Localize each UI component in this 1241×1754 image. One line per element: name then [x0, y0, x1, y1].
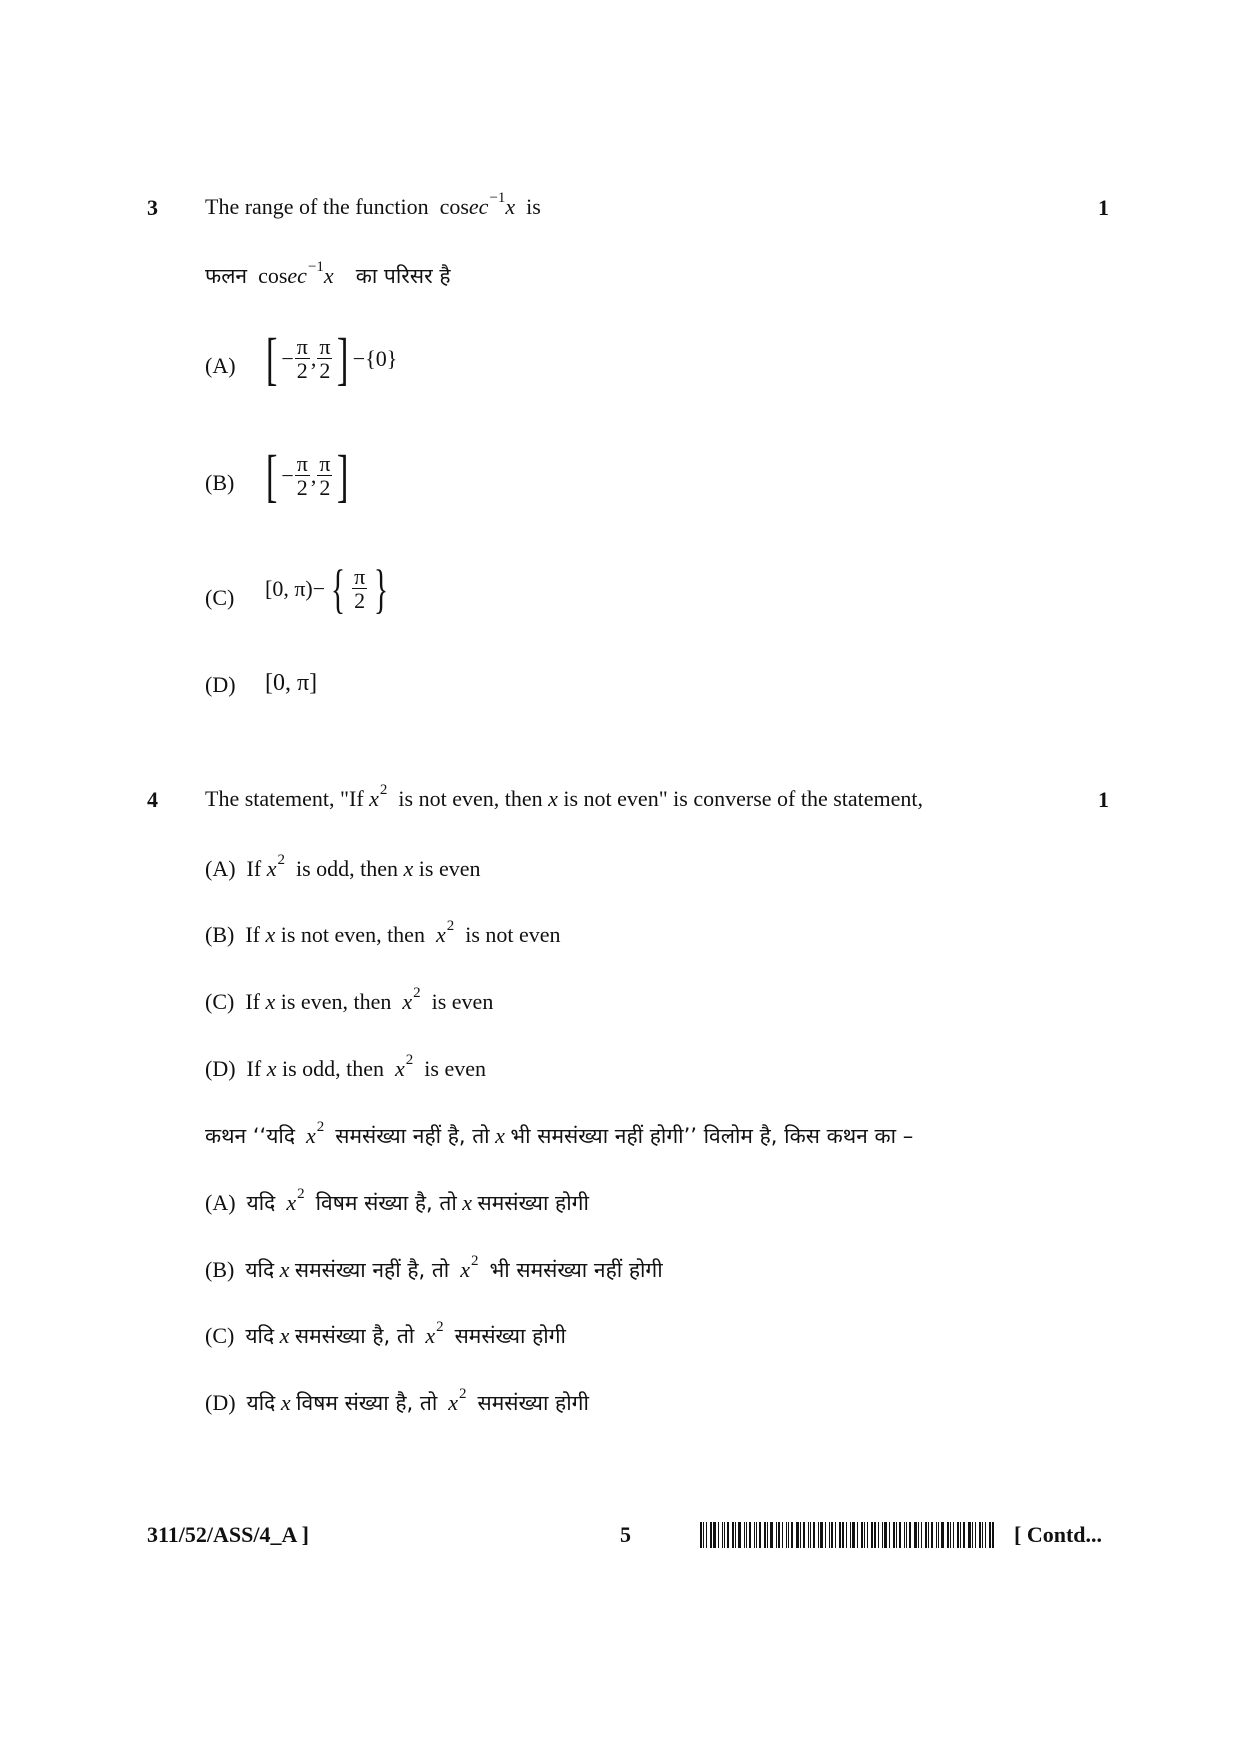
barcode-bar [808, 1522, 809, 1548]
barcode-bar [871, 1522, 873, 1548]
barcode-bar [989, 1522, 991, 1548]
q4-en-option-b: (B) If x is not even, then $x^2$ is not even [205, 918, 561, 947]
barcode-bar [960, 1522, 961, 1548]
barcode-bar [972, 1522, 973, 1548]
q3-text-pre: The range of the function [205, 194, 429, 219]
q4-en-option-a: (A) If $x^2$ is odd, then x is even [205, 852, 481, 881]
barcode-bar [818, 1522, 819, 1548]
question-4-statement-hi: कथन ‘‘यदि $x^2$ समसंख्या नहीं है, तो x भी समसंख्या नहीं होगी’’ विलोम है, किस कथन का – [205, 1119, 914, 1148]
question-4-marks: 1 [1098, 787, 1109, 812]
barcode-bar [803, 1522, 805, 1548]
footer-page-number: 5 [620, 1522, 631, 1547]
barcode-bar [835, 1522, 836, 1548]
barcode-bar [829, 1522, 830, 1548]
barcode-bar [874, 1522, 876, 1548]
barcode-bar [882, 1522, 883, 1548]
barcode-bar [938, 1522, 939, 1548]
barcode-bar [968, 1522, 971, 1548]
barcode-bar [979, 1522, 981, 1548]
q3-func: cosec$^{-1}$x [439, 190, 516, 219]
barcode-bar [842, 1522, 844, 1548]
barcode-bar [746, 1522, 747, 1548]
barcode-bar [710, 1522, 712, 1548]
q4-hi-option-b: (B) यदि x समसंख्या नहीं है, तो $x^2$ भी समसंख्या नहीं होगी [205, 1253, 663, 1282]
footer-paper-code: 311/52/ASS/4_A ] [147, 1522, 309, 1547]
barcode-bar [896, 1522, 897, 1548]
question-3-marks: 1 [1098, 195, 1109, 220]
barcode-bar [918, 1522, 919, 1548]
footer-barcode [700, 1522, 1005, 1548]
barcode-bar [899, 1522, 901, 1548]
barcode-bar [788, 1522, 789, 1548]
barcode-bar [782, 1522, 783, 1548]
barcode-bar [820, 1522, 823, 1548]
barcode-bar [936, 1522, 937, 1548]
barcode-bar [878, 1522, 879, 1548]
barcode-bar [831, 1522, 833, 1548]
barcode-bar [839, 1522, 841, 1548]
barcode-bar [767, 1522, 768, 1548]
barcode-bar [796, 1522, 799, 1548]
barcode-bar [957, 1522, 959, 1548]
barcode-bar [861, 1522, 863, 1548]
q3-option-b-expr: [ − $\frac{\pi}{2}$ , $\frac{\pi}{2}$ ] [265, 443, 349, 508]
barcode-bar [852, 1522, 855, 1548]
question-3-number: 3 [147, 195, 158, 220]
barcode-bar [850, 1522, 851, 1548]
barcode-bar [982, 1522, 983, 1548]
barcode-bar [764, 1522, 766, 1548]
barcode-bar [921, 1522, 922, 1548]
barcode-bar [893, 1522, 895, 1548]
barcode-bar [947, 1522, 949, 1548]
footer-contd: [ Contd... [1014, 1522, 1103, 1547]
barcode-bar [931, 1522, 933, 1548]
barcode-bar [786, 1522, 787, 1548]
barcode-bar [727, 1522, 729, 1548]
barcode-bar [778, 1522, 780, 1548]
barcode-bar [800, 1522, 801, 1548]
q4-hi-option-d: (D) यदि x विषम संख्या है, तो $x^2$ समसंख्या होगी [205, 1386, 589, 1415]
q3-option-a-expr: [ − $\frac{\pi}{2}$ , $\frac{\pi}{2}$ ] −{0} [265, 326, 398, 391]
barcode-bar [724, 1522, 725, 1548]
question-4-number: 4 [147, 787, 158, 812]
barcode-bar [810, 1522, 811, 1548]
q3-option-b-label: (B) [205, 470, 235, 495]
barcode-bar [825, 1522, 826, 1548]
q4-en-option-d: (D) If x is odd, then $x^2$ is even [205, 1052, 486, 1081]
barcode-bar [963, 1522, 965, 1548]
q4-en-option-c: (C) If x is even, then $x^2$ is even [205, 985, 494, 1014]
barcode-bar [846, 1522, 847, 1548]
barcode-bar [975, 1522, 976, 1548]
barcode-bar [909, 1522, 911, 1548]
barcode-bar [953, 1522, 954, 1548]
barcode-bar [744, 1522, 745, 1548]
q3-hi-post: का परिसर है [355, 264, 451, 288]
barcode-bar [718, 1522, 719, 1548]
barcode-bar [703, 1522, 704, 1548]
barcode-bar [776, 1522, 777, 1548]
barcode-bar [928, 1522, 929, 1548]
q4-hi-option-c: (C) यदि x समसंख्या है, तो $x^2$ समसंख्या होगी [205, 1319, 566, 1348]
barcode-bar [941, 1522, 944, 1548]
q3-option-d-expr: [0, π] [265, 670, 318, 696]
barcode-bar [864, 1522, 865, 1548]
q4-hi-option-a: (A) यदि $x^2$ विषम संख्या है, तो x समसंख्या होगी [205, 1186, 589, 1215]
question-3-text-hi [205, 259, 451, 290]
barcode-bar [738, 1522, 741, 1548]
q3-option-a-label: (A) [205, 353, 236, 378]
barcode-bar [700, 1522, 702, 1548]
q3-hi-func: cosec$^{-1}$x [258, 259, 334, 288]
barcode-bar [867, 1522, 868, 1548]
barcode-bar [914, 1522, 917, 1548]
barcode-bar [925, 1522, 927, 1548]
q3-option-d-label: (D) [205, 672, 236, 697]
barcode-bar [889, 1522, 890, 1548]
barcode-bar [791, 1522, 793, 1548]
barcode-bar [756, 1522, 757, 1548]
barcode-bar [857, 1522, 858, 1548]
barcode-bar [713, 1522, 716, 1548]
barcode-bar [732, 1522, 734, 1548]
q3-option-c-label: (C) [205, 585, 235, 610]
barcode-bar [985, 1522, 986, 1548]
barcode-bar [759, 1522, 761, 1548]
barcode-bar [904, 1522, 905, 1548]
barcode-bar [813, 1522, 815, 1548]
barcode-bar [950, 1522, 951, 1548]
barcode-bar [754, 1522, 755, 1548]
q3-option-c-expr: [0, π)− { $\frac{\pi}{2}$ } [265, 559, 389, 619]
barcode-bar [906, 1522, 907, 1548]
q3-hi-pre: फलन [205, 264, 248, 288]
barcode-bar [722, 1522, 723, 1548]
q3-text-post: is [526, 194, 541, 219]
question-3-text-en [205, 190, 541, 220]
barcode-bar [706, 1522, 707, 1548]
barcode-bar [992, 1522, 994, 1548]
barcode-bar [884, 1522, 887, 1548]
barcode-bar [735, 1522, 736, 1548]
question-4-statement-en: The statement, "If $x^2$ is not even, then x is not even" is converse of the statement, [205, 782, 924, 811]
barcode-bar [770, 1522, 773, 1548]
barcode-bar [749, 1522, 751, 1548]
